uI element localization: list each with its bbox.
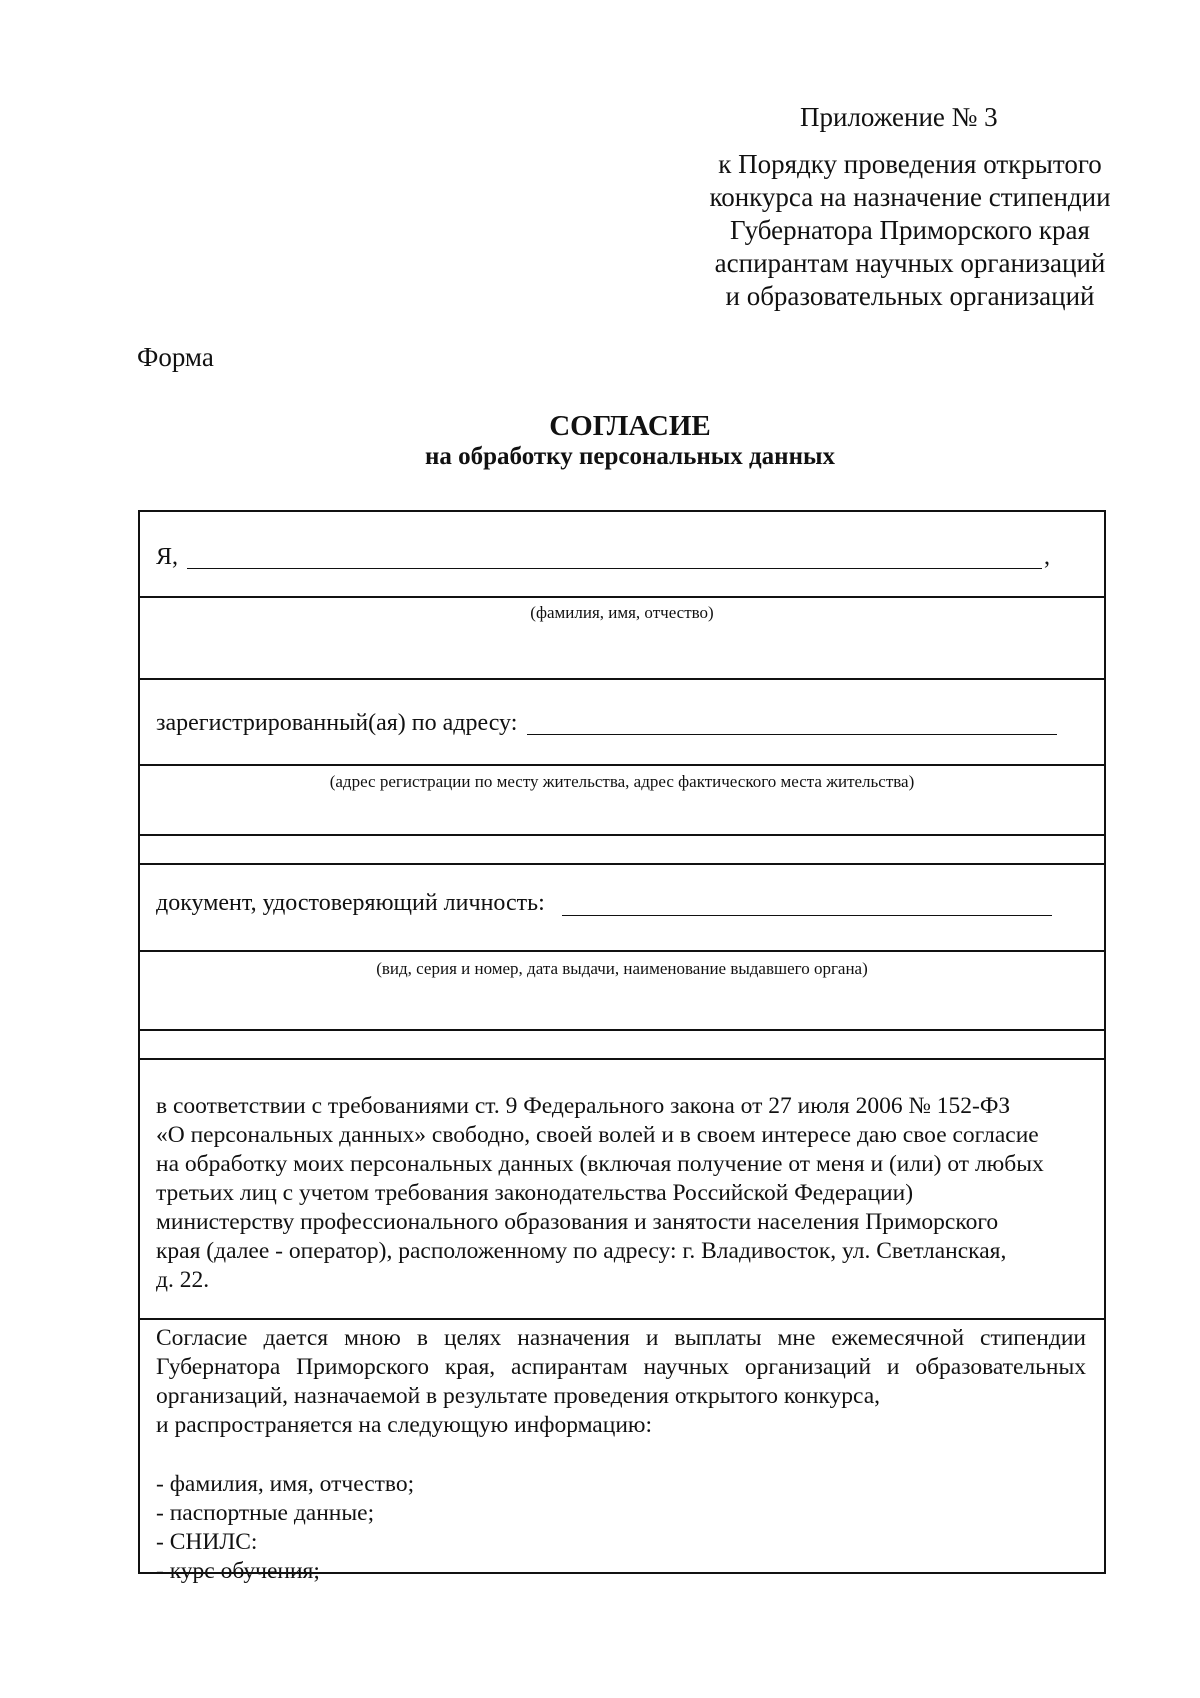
- name-hint: (фамилия, имя, отчество): [530, 603, 714, 622]
- appendix-number: Приложение № 3: [800, 102, 998, 132]
- document-subtitle: на обработку персональных данных: [425, 443, 835, 470]
- appendix-subtitle: [680, 148, 1140, 313]
- list-item: - курс обучения;: [156, 1558, 320, 1584]
- appendix-subtitle-line: аспирантам научных организаций: [714, 248, 1106, 278]
- consent-paragraph-line: министерству профессионального образования и занятости населения Приморского: [156, 1209, 999, 1235]
- form-label: Форма: [137, 342, 214, 372]
- consent-paragraph-line: д. 22.: [156, 1267, 210, 1293]
- row-divider: [140, 863, 1104, 865]
- document-input-line[interactable]: [562, 915, 1052, 916]
- name-suffix: ,: [1044, 544, 1050, 570]
- appendix-subtitle-line: и образовательных организаций: [725, 281, 1095, 311]
- address-input-line[interactable]: [527, 734, 1057, 735]
- name-input-line[interactable]: [187, 568, 1042, 569]
- info-list: [156, 1470, 414, 1586]
- list-item: - паспортные данные;: [156, 1500, 375, 1526]
- row-divider: [140, 596, 1104, 598]
- consent-paragraph-line: «О персональных данных» свободно, своей волей и в своем интересе даю свое согласие: [156, 1122, 1039, 1148]
- name-prefix: Я,: [156, 544, 179, 570]
- row-divider: [140, 1058, 1104, 1060]
- appendix-subtitle-line: Губернатора Приморского края: [730, 215, 1090, 245]
- consent-paragraph: [156, 1092, 1086, 1295]
- document-hint: (вид, серия и номер, дата выдачи, наименование выдавшего органа): [376, 959, 868, 978]
- address-label: зарегистрированный(ая) по адресу:: [156, 710, 518, 736]
- address-hint: (адрес регистрации по месту жительства, адрес фактического места жительства): [329, 772, 915, 791]
- row-divider: [140, 1029, 1104, 1031]
- list-item: - фамилия, имя, отчество;: [156, 1471, 415, 1497]
- consent-paragraph-line: на обработку моих персональных данных (включая получение от меня и (или) от любых: [156, 1151, 1044, 1177]
- row-divider: [140, 834, 1104, 836]
- consent-paragraph-line: края (далее - оператор), расположенному по адресу: г. Владивосток, ул. Светланская,: [156, 1238, 1007, 1264]
- appendix-subtitle-line: конкурса на назначение стипендии: [709, 182, 1111, 212]
- row-divider: [140, 764, 1104, 766]
- appendix-subtitle-line: к Порядку проведения открытого: [718, 149, 1102, 179]
- consent-purpose-tail: и распространяется на следующую информацию:: [156, 1412, 652, 1438]
- row-divider: [140, 950, 1104, 952]
- row-divider: [140, 1318, 1104, 1320]
- consent-paragraph-line: третьих лиц с учетом требования законодательства Российской Федерации): [156, 1180, 914, 1206]
- document-title: СОГЛАСИЕ: [549, 410, 711, 442]
- document-label: документ, удостоверяющий личность:: [156, 890, 545, 916]
- consent-paragraph-line: в соответствии с требованиями ст. 9 Федерального закона от 27 июля 2006 № 152-ФЗ: [156, 1093, 1011, 1119]
- consent-purpose-paragraph: Согласие дается мною в целях назначения и выплаты мне ежемесячной стипендии Губернатора Приморского края, аспирантам научных организаций и образовательных организаций, назначаемой в результате проведения открытого конкурса,: [156, 1325, 1086, 1409]
- consent-form-box: [138, 510, 1106, 1584]
- row-divider: [140, 678, 1104, 680]
- list-item: - СНИЛС:: [156, 1529, 258, 1555]
